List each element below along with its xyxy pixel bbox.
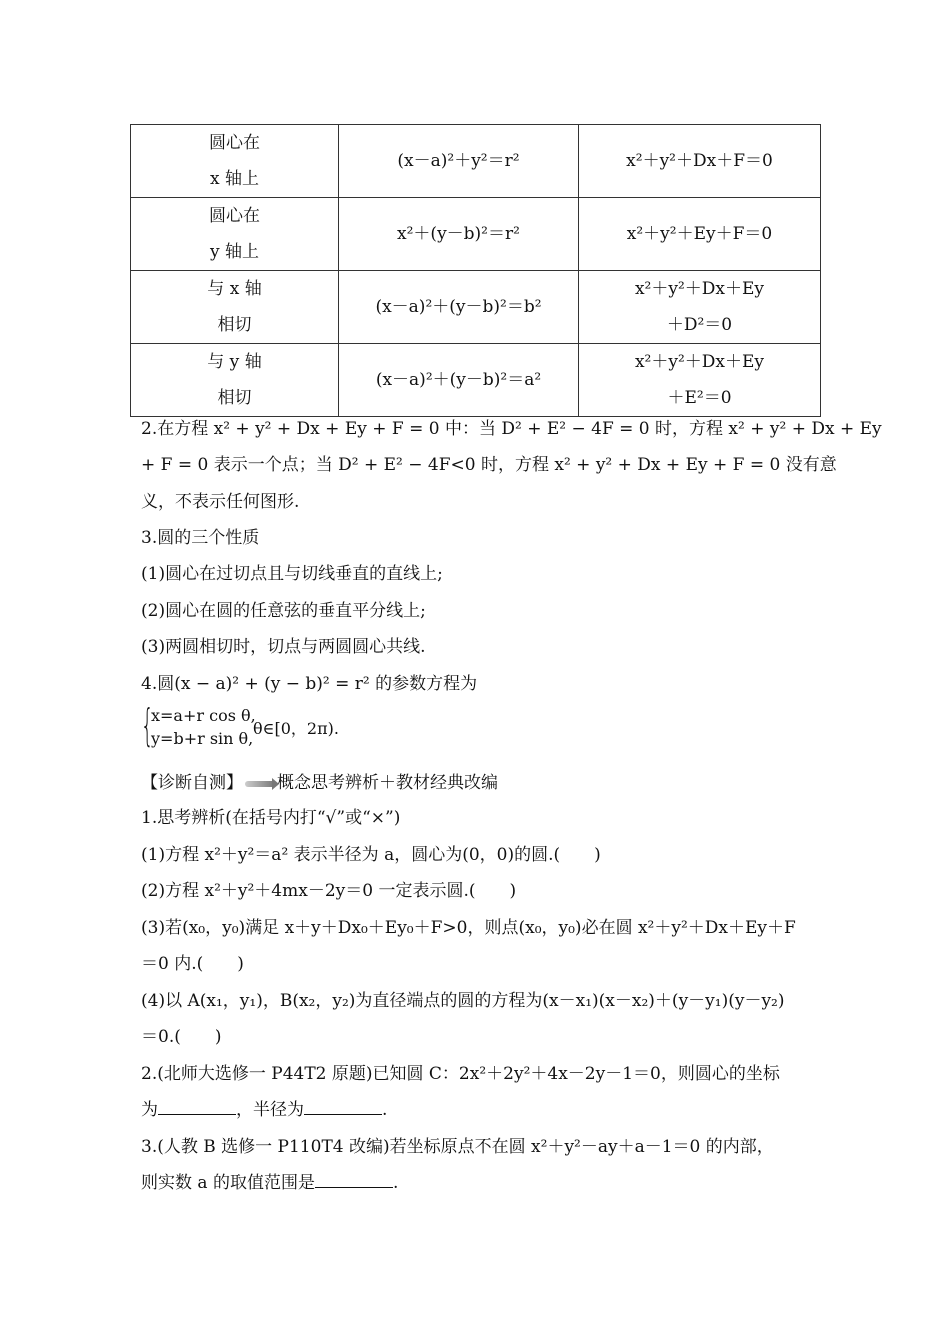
condition-cell: 圆心在 y 轴上	[131, 198, 339, 271]
list-item: (3)两圆相切时，切点与两圆圆心共线.	[141, 637, 426, 657]
section-heading: 3.圆的三个性质	[141, 528, 260, 548]
list-item: (1)圆心在过切点且与切线垂直的直线上;	[141, 564, 443, 584]
condition-cell: 圆心在 x 轴上	[131, 125, 339, 198]
list-item: (2)圆心在圆的任意弦的垂直平分线上;	[141, 601, 426, 621]
left-brace-icon: {	[141, 700, 154, 751]
paragraph-line: 2.在方程 x² + y² + Dx + Ey + F = 0 中：当 D² + E² − 4F = 0 时，方程 x² + y² + Dx + Ey	[141, 419, 882, 439]
answer-blank[interactable]	[315, 1171, 393, 1188]
general-equation-cell: x²＋y²＋Dx＋F＝0	[579, 125, 821, 198]
question: (4)以 A(x₁，y₁)，B(x₂，y₂)为直径端点的圆的方程为(x－x₁)(x－x₂)＋(y－y₁)(y－y₂)	[141, 991, 785, 1011]
condition-cell: 与 x 轴 相切	[131, 271, 339, 344]
paragraph-line: 义，不表示任何图形.	[141, 492, 300, 512]
standard-equation-cell: (x－a)²＋y²＝r²	[339, 125, 579, 198]
arrow-icon	[245, 781, 275, 787]
general-equation-cell: x²＋y²＋Dx＋Ey ＋E²＝0	[579, 344, 821, 417]
question: 1.思考辨析(在括号内打“√”或“×”)	[141, 808, 401, 828]
table-row	[131, 198, 821, 271]
answer-blank[interactable]	[304, 1098, 382, 1115]
standard-equation-cell: (x－a)²＋(y－b)²＝a²	[339, 344, 579, 417]
question: 则实数 a 的取值范围是 .	[141, 1173, 399, 1193]
question: (2)方程 x²＋y²＋4mx－2y＝0 一定表示圆.( )	[141, 881, 517, 901]
table-row	[131, 344, 821, 417]
question: 为 ，半径为 .	[141, 1100, 388, 1120]
question: 2.(北师大选修一 P44T2 原题)已知圆 C：2x²＋2y²＋4x－2y－1＝0，则圆心的坐标	[141, 1064, 780, 1084]
answer-blank[interactable]	[158, 1098, 236, 1115]
document-page: 圆心在 x 轴上 (x－a)²＋y²＝r² x²＋y²＋Dx＋F＝0 圆心在 y 轴上 x²＋(y－b)²＝r² x²＋y²＋Ey＋F＝0 与 x 轴 相切 (x－a)²＋(y－b)²＝b² x²＋y²＋Dx＋Ey ＋D²＝0 与 y 轴 相切 (x－a)²＋(y－b)²＝a² x²＋y²＋Dx＋Ey ＋E²＝0 2.在方程 x² + y² + Dx + Ey + F = 0 中：当 D² + E² − 4F = 0 时，方程 x² + y² + Dx + Ey + F = 0 表示一个点；当 D² + E² − 4F<0 时，方程 x² + y² + Dx + Ey + F = 0 没有意 义，不表示任何图形. 3.圆的三个性质 (1)圆心在过切点且与切线垂直的直线上; (2)圆心在圆的任意弦的垂直平分线上; (3)两圆相切时，切点与两圆圆心共线. 4.圆(x − a)² + (y − b)² = r² 的参数方程为 { x=a+r cos θ, y=b+r sin θ, θ∈[0，2π). 【诊断自测】 概念思考辨析＋教材经典改编 1.思考辨析(在括号内打“√”或“×”) (1)方程 x²＋y²＝a² 表示半径为 a，圆心为(0，0)的圆.( ) (2)方程 x²＋y²＋4mx－2y＝0 一定表示圆.( ) (3)若(x₀，y₀)满足 x＋y＋Dx₀＋Ey₀＋F>0，则点(x₀，y₀)必在圆 x²＋y²＋Dx＋Ey＋F ＝0 内.( ) (4)以 A(x₁，y₁)，B(x₂，y₂)为直径端点的圆的方程为(x－x₁)(x－x₂)＋(y－y₁)(y－y₂) ＝0.( ) 2.(北师大选修一 P44T2 原题)已知圆 C：2x²＋2y²＋4x－2y－1＝0，则圆心的坐标 为 ，半径为 . 3.(人教 B 选修一 P110T4 改编)若坐标原点不在圆 x²＋y²－ay＋a－1＝0 的内部， 则实数 a 的取值范围是 .	[0, 0, 950, 1344]
general-equation-cell: x²＋y²＋Ey＋F＝0	[579, 198, 821, 271]
question: (3)若(x₀，y₀)满足 x＋y＋Dx₀＋Ey₀＋F>0，则点(x₀，y₀)必在圆 x²＋y²＋Dx＋Ey＋F	[141, 918, 796, 938]
diagnostic-header: 【诊断自测】 概念思考辨析＋教材经典改编	[141, 773, 498, 793]
standard-equation-cell: x²＋(y－b)²＝r²	[339, 198, 579, 271]
question: 3.(人教 B 选修一 P110T4 改编)若坐标原点不在圆 x²＋y²－ay＋a－1＝0 的内部，	[141, 1137, 774, 1157]
general-equation-cell: x²＋y²＋Dx＋Ey ＋D²＝0	[579, 271, 821, 344]
standard-equation-cell: (x－a)²＋(y－b)²＝b²	[339, 271, 579, 344]
table-row	[131, 271, 821, 344]
paragraph-line: + F = 0 表示一个点；当 D² + E² − 4F<0 时，方程 x² + y² + Dx + Ey + F = 0 没有意	[141, 455, 837, 475]
condition-cell: 与 y 轴 相切	[131, 344, 339, 417]
table-row	[131, 125, 821, 198]
section-heading: 4.圆(x − a)² + (y − b)² = r² 的参数方程为	[141, 674, 478, 694]
question: (1)方程 x²＋y²＝a² 表示半径为 a，圆心为(0，0)的圆.( )	[141, 845, 601, 865]
question: ＝0.( )	[141, 1027, 222, 1047]
circle-equation-table	[130, 124, 821, 417]
question: ＝0 内.( )	[141, 954, 244, 974]
